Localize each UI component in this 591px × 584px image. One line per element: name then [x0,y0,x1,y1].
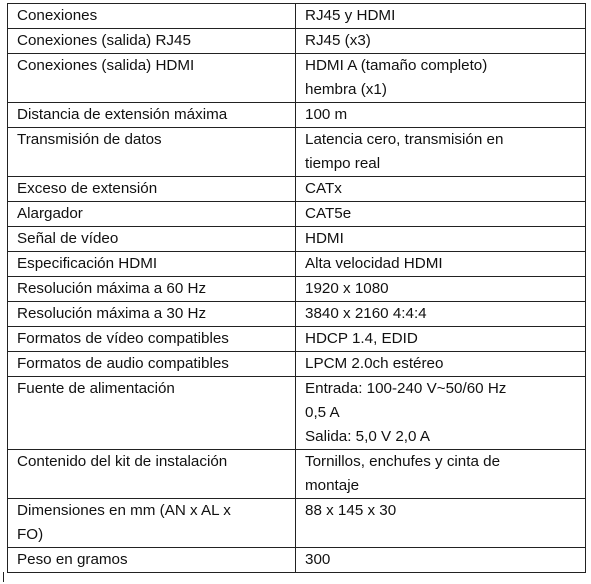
table-row [8,499,586,548]
spec-label: Contenido del kit de instalación [8,450,296,499]
table-row [8,277,586,302]
spec-value: Latencia cero, transmisión en tiempo real [296,128,586,177]
spec-value: HDCP 1.4, EDID [296,327,586,352]
left-edge-mark [3,572,4,582]
table-row [8,327,586,352]
spec-value: 300 [296,548,586,573]
spec-label: Señal de vídeo [8,227,296,252]
table-row [8,202,586,227]
spec-value: Tornillos, enchufes y cinta de montaje [296,450,586,499]
spec-table [7,3,586,573]
spec-value: 3840 x 2160 4:4:4 [296,302,586,327]
spec-value: RJ45 (x3) [296,29,586,54]
spec-value: LPCM 2.0ch estéreo [296,352,586,377]
spec-label: Conexiones (salida) RJ45 [8,29,296,54]
spec-value: Entrada: 100-240 V~50/60 Hz 0,5 A Salida: 5,0 V 2,0 A [296,377,586,450]
spec-label: Exceso de extensión [8,177,296,202]
spec-label: Fuente de alimentación [8,377,296,450]
spec-value: 100 m [296,103,586,128]
spec-label: Dimensiones en mm (AN x AL x FO) [8,499,296,548]
spec-value: 88 x 145 x 30 [296,499,586,548]
spec-value: RJ45 y HDMI [296,4,586,29]
table-row [8,128,586,177]
spec-value: HDMI [296,227,586,252]
spec-label: Transmisión de datos [8,128,296,177]
table-row [8,103,586,128]
spec-label: Formatos de vídeo compatibles [8,327,296,352]
table-row [8,29,586,54]
table-row [8,548,586,573]
table-row [8,252,586,277]
table-row [8,4,586,29]
spec-label: Conexiones (salida) HDMI [8,54,296,103]
spec-label: Alargador [8,202,296,227]
table-row [8,227,586,252]
spec-label: Resolución máxima a 30 Hz [8,302,296,327]
table-row [8,54,586,103]
table-row [8,450,586,499]
spec-value: CATx [296,177,586,202]
table-row [8,352,586,377]
spec-label: Especificación HDMI [8,252,296,277]
table-row [8,302,586,327]
spec-value: 1920 x 1080 [296,277,586,302]
spec-label: Resolución máxima a 60 Hz [8,277,296,302]
spec-label: Distancia de extensión máxima [8,103,296,128]
spec-value: Alta velocidad HDMI [296,252,586,277]
table-row [8,177,586,202]
spec-label: Formatos de audio compatibles [8,352,296,377]
spec-value: CAT5e [296,202,586,227]
spec-label: Peso en gramos [8,548,296,573]
table-row [8,377,586,450]
spec-label: Conexiones [8,4,296,29]
spec-value: HDMI A (tamaño completo) hembra (x1) [296,54,586,103]
